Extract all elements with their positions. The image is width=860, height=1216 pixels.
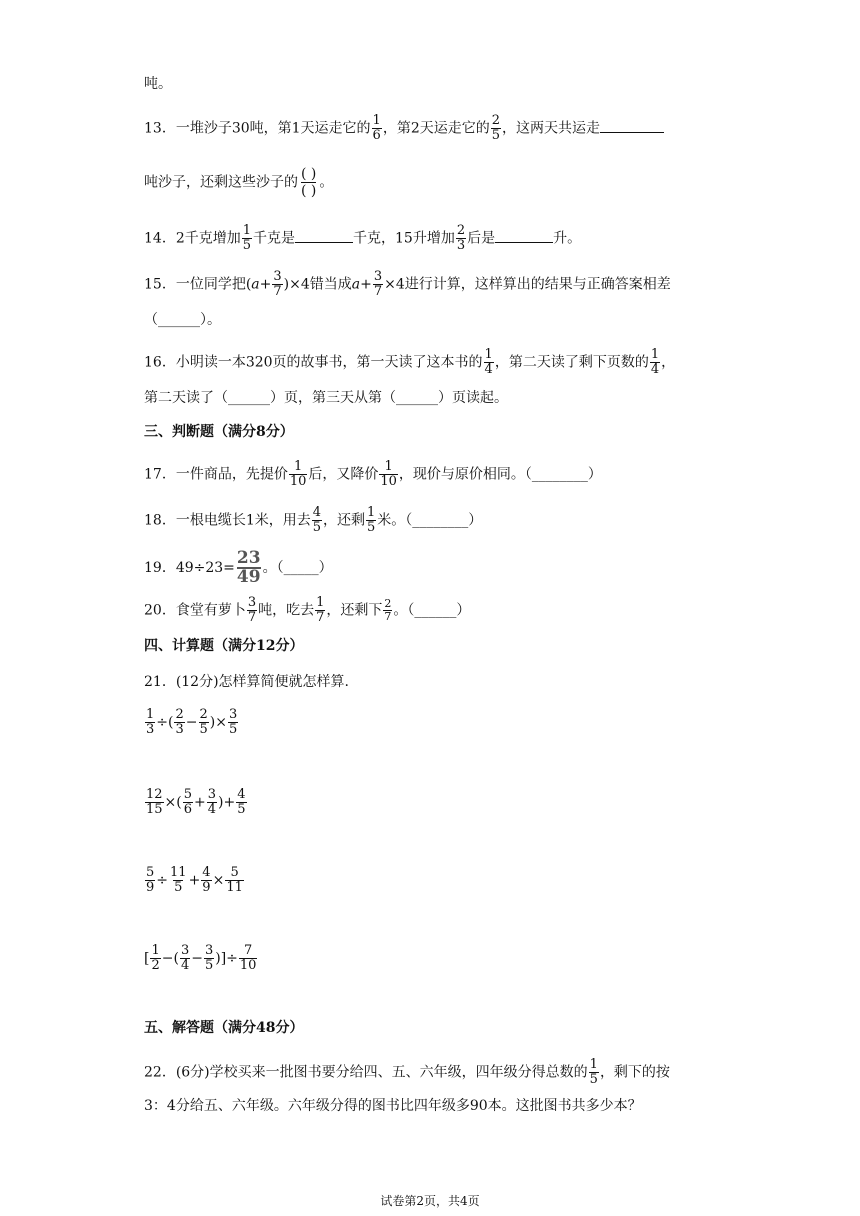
question-17: 17．一件商品，先提价 $\frac{1}{10}$ 后，又降价 $\frac{1}{10}$ ，现价与原价相同。（________） — [144, 459, 602, 489]
question-18: 18．一根电缆长1米，用去 $\frac{4}{5}$ ，还剩 $\frac{1}{5}$ 米。（________） — [144, 505, 483, 535]
answer-blank[interactable] — [600, 118, 664, 133]
section-4-heading: 四、计算题（满分12分） — [144, 638, 304, 654]
expression-1: $\frac{1}{3}$ ÷( $\frac{2}{3}$ − $\frac{2}{5}$ )× $\frac{3}{5}$ — [146, 707, 238, 737]
fraction: $\frac{1}{4}$ — [484, 347, 493, 377]
question-22: 22．(6分)学校买来一批图书要分给四、五、六年级，四年级分得总数的 $\frac{1}{5}$ ，剩下的按 — [144, 1057, 670, 1087]
q12-tail: 吨。 — [144, 76, 172, 92]
question-21: 21．(12分)怎样算简便就怎样算. — [144, 674, 350, 690]
section-5-heading: 五、解答题（满分48分） — [144, 1020, 304, 1036]
fraction: $\frac{3}{7}$ — [373, 269, 383, 299]
question-20: 20．食堂有萝卜 $\frac{3}{7}$ 吨，吃去 $\frac{1}{7}$ ，还剩下 $\frac{2}{7}$ 。（______） — [144, 595, 471, 625]
expression-3: $\frac{5}{9}$ ÷ $\frac{11}{5}$ + $\frac{4}{9}$ × $\frac{5}{11}$ — [146, 865, 243, 895]
fraction: $\frac{1}{10}$ — [380, 459, 397, 489]
expression-4: [ $\frac{1}{2}$ −( $\frac{3}{4}$ − $\frac{3}{5}$ )]÷ $\frac{7}{10}$ — [144, 943, 257, 973]
fraction: $\frac{1}{5}$ — [242, 223, 252, 253]
section-3-heading: 三、判断题（满分8分） — [144, 424, 294, 440]
question-13-cont: 吨沙子，还剩这些沙子的 ( ) ( ) 。 — [144, 166, 334, 199]
expression-2: $\frac{12}{15}$ ×( $\frac{5}{6}$ + $\frac{3}{4}$ )+ $\frac{4}{5}$ — [146, 787, 246, 817]
answer-blank[interactable] — [495, 228, 553, 243]
fraction: $\frac{1}{5}$ — [367, 505, 376, 535]
fraction: $\frac{4}{5}$ — [312, 505, 322, 535]
fraction: $\frac{1}{10}$ — [289, 459, 307, 489]
fraction: $\frac{1}{6}$ — [372, 113, 381, 143]
answer-blank[interactable] — [295, 228, 353, 243]
question-15-cont: （______）。 — [144, 312, 221, 328]
question-19: 19．49÷23= $\frac{23}{49}$ 。（_____） — [144, 548, 333, 587]
page-footer: 试卷第2页，共4页 — [380, 1194, 480, 1208]
fraction: $\frac{3}{7}$ — [273, 269, 282, 299]
question-16-cont: 第二天读了（______）页，第三天从第（______）页读起。 — [144, 390, 508, 406]
fraction: $\frac{1}{5}$ — [589, 1057, 598, 1087]
question-16: 16．小明读一本320页的故事书，第一天读了这本书的 $\frac{1}{4}$ ，第二天读了剩下页数的 $\frac{1}{4}$ ， — [144, 347, 676, 377]
fraction: $\frac{1}{7}$ — [316, 595, 325, 625]
question-13: 13．一堆沙子30吨，第1天运走它的 $\frac{1}{6}$ ，第2天运走它的 $\frac{2}{5}$ ，这两天共运走 — [144, 114, 664, 143]
fraction: $\frac{3}{7}$ — [247, 595, 257, 625]
fraction-blank[interactable]: ( ) ( ) — [301, 166, 317, 199]
question-15: 15．一位同学把(a+ $\frac{3}{7}$ )×4错当成a+ $\frac{3}{7}$ ×4进行计算，这样算出的结果与正确答案相差 — [144, 269, 671, 299]
fraction: $\frac{2}{7}$ — [384, 597, 392, 623]
fraction: $\frac{2}{5}$ — [491, 113, 501, 143]
question-14: 14．2千克增加 $\frac{1}{5}$ 千克是 千克，15升增加 $\frac{2}{3}$ 后是 升。 — [144, 223, 582, 253]
question-22-cont: 3：4分给五、六年级。六年级分得的图书比四年级多90本。这批图书共多少本？ — [144, 1098, 642, 1114]
fraction: $\frac{2}{3}$ — [456, 223, 466, 253]
fraction-image: $\frac{23}{49}$ — [236, 548, 261, 587]
fraction: $\frac{1}{4}$ — [650, 347, 660, 377]
